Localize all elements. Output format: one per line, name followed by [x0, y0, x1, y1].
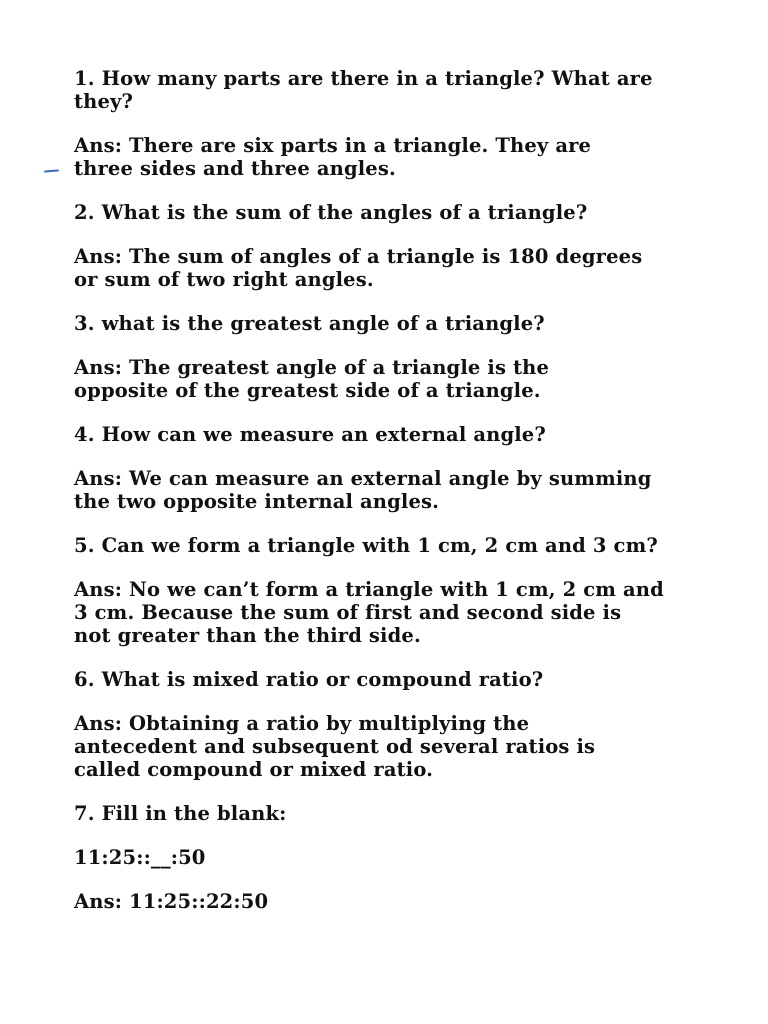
- fill-in-blank-prompt: 11:25::__:50: [74, 846, 206, 869]
- answer-3: Ans: The greatest angle of a triangle is the opposite of the greatest side of a triangle.: [74, 356, 550, 402]
- question-3: 3. what is the greatest angle of a triangle?: [74, 312, 545, 335]
- answer-1: Ans: There are six parts in a triangle. They are three sides and three angles.: [74, 134, 592, 180]
- answer-5: Ans: No we can’t form a triangle with 1 cm, 2 cm and 3 cm. Because the sum of first and second side is not greater than the third side.: [74, 578, 664, 647]
- question-6: 6. What is mixed ratio or compound ratio?: [74, 668, 544, 691]
- question-4: 4. How can we measure an external angle?: [74, 423, 546, 446]
- document-body: [74, 67, 714, 934]
- question-7: 7. Fill in the blank:: [74, 802, 287, 825]
- question-2: 2. What is the sum of the angles of a triangle?: [74, 201, 588, 224]
- answer-2: Ans: The sum of angles of a triangle is 180 degrees or sum of two right angles.: [74, 245, 643, 291]
- answer-7: Ans: 11:25::22:50: [74, 890, 269, 913]
- margin-pen-mark: [44, 169, 59, 172]
- answer-4: Ans: We can measure an external angle by summing the two opposite internal angles.: [74, 467, 652, 513]
- question-1: 1. How many parts are there in a triangle? What are they?: [74, 67, 653, 113]
- question-5: 5. Can we form a triangle with 1 cm, 2 cm and 3 cm?: [74, 534, 658, 557]
- answer-6: Ans: Obtaining a ratio by multiplying the antecedent and subsequent od several ratios is called compound or mixed ratio.: [74, 712, 596, 781]
